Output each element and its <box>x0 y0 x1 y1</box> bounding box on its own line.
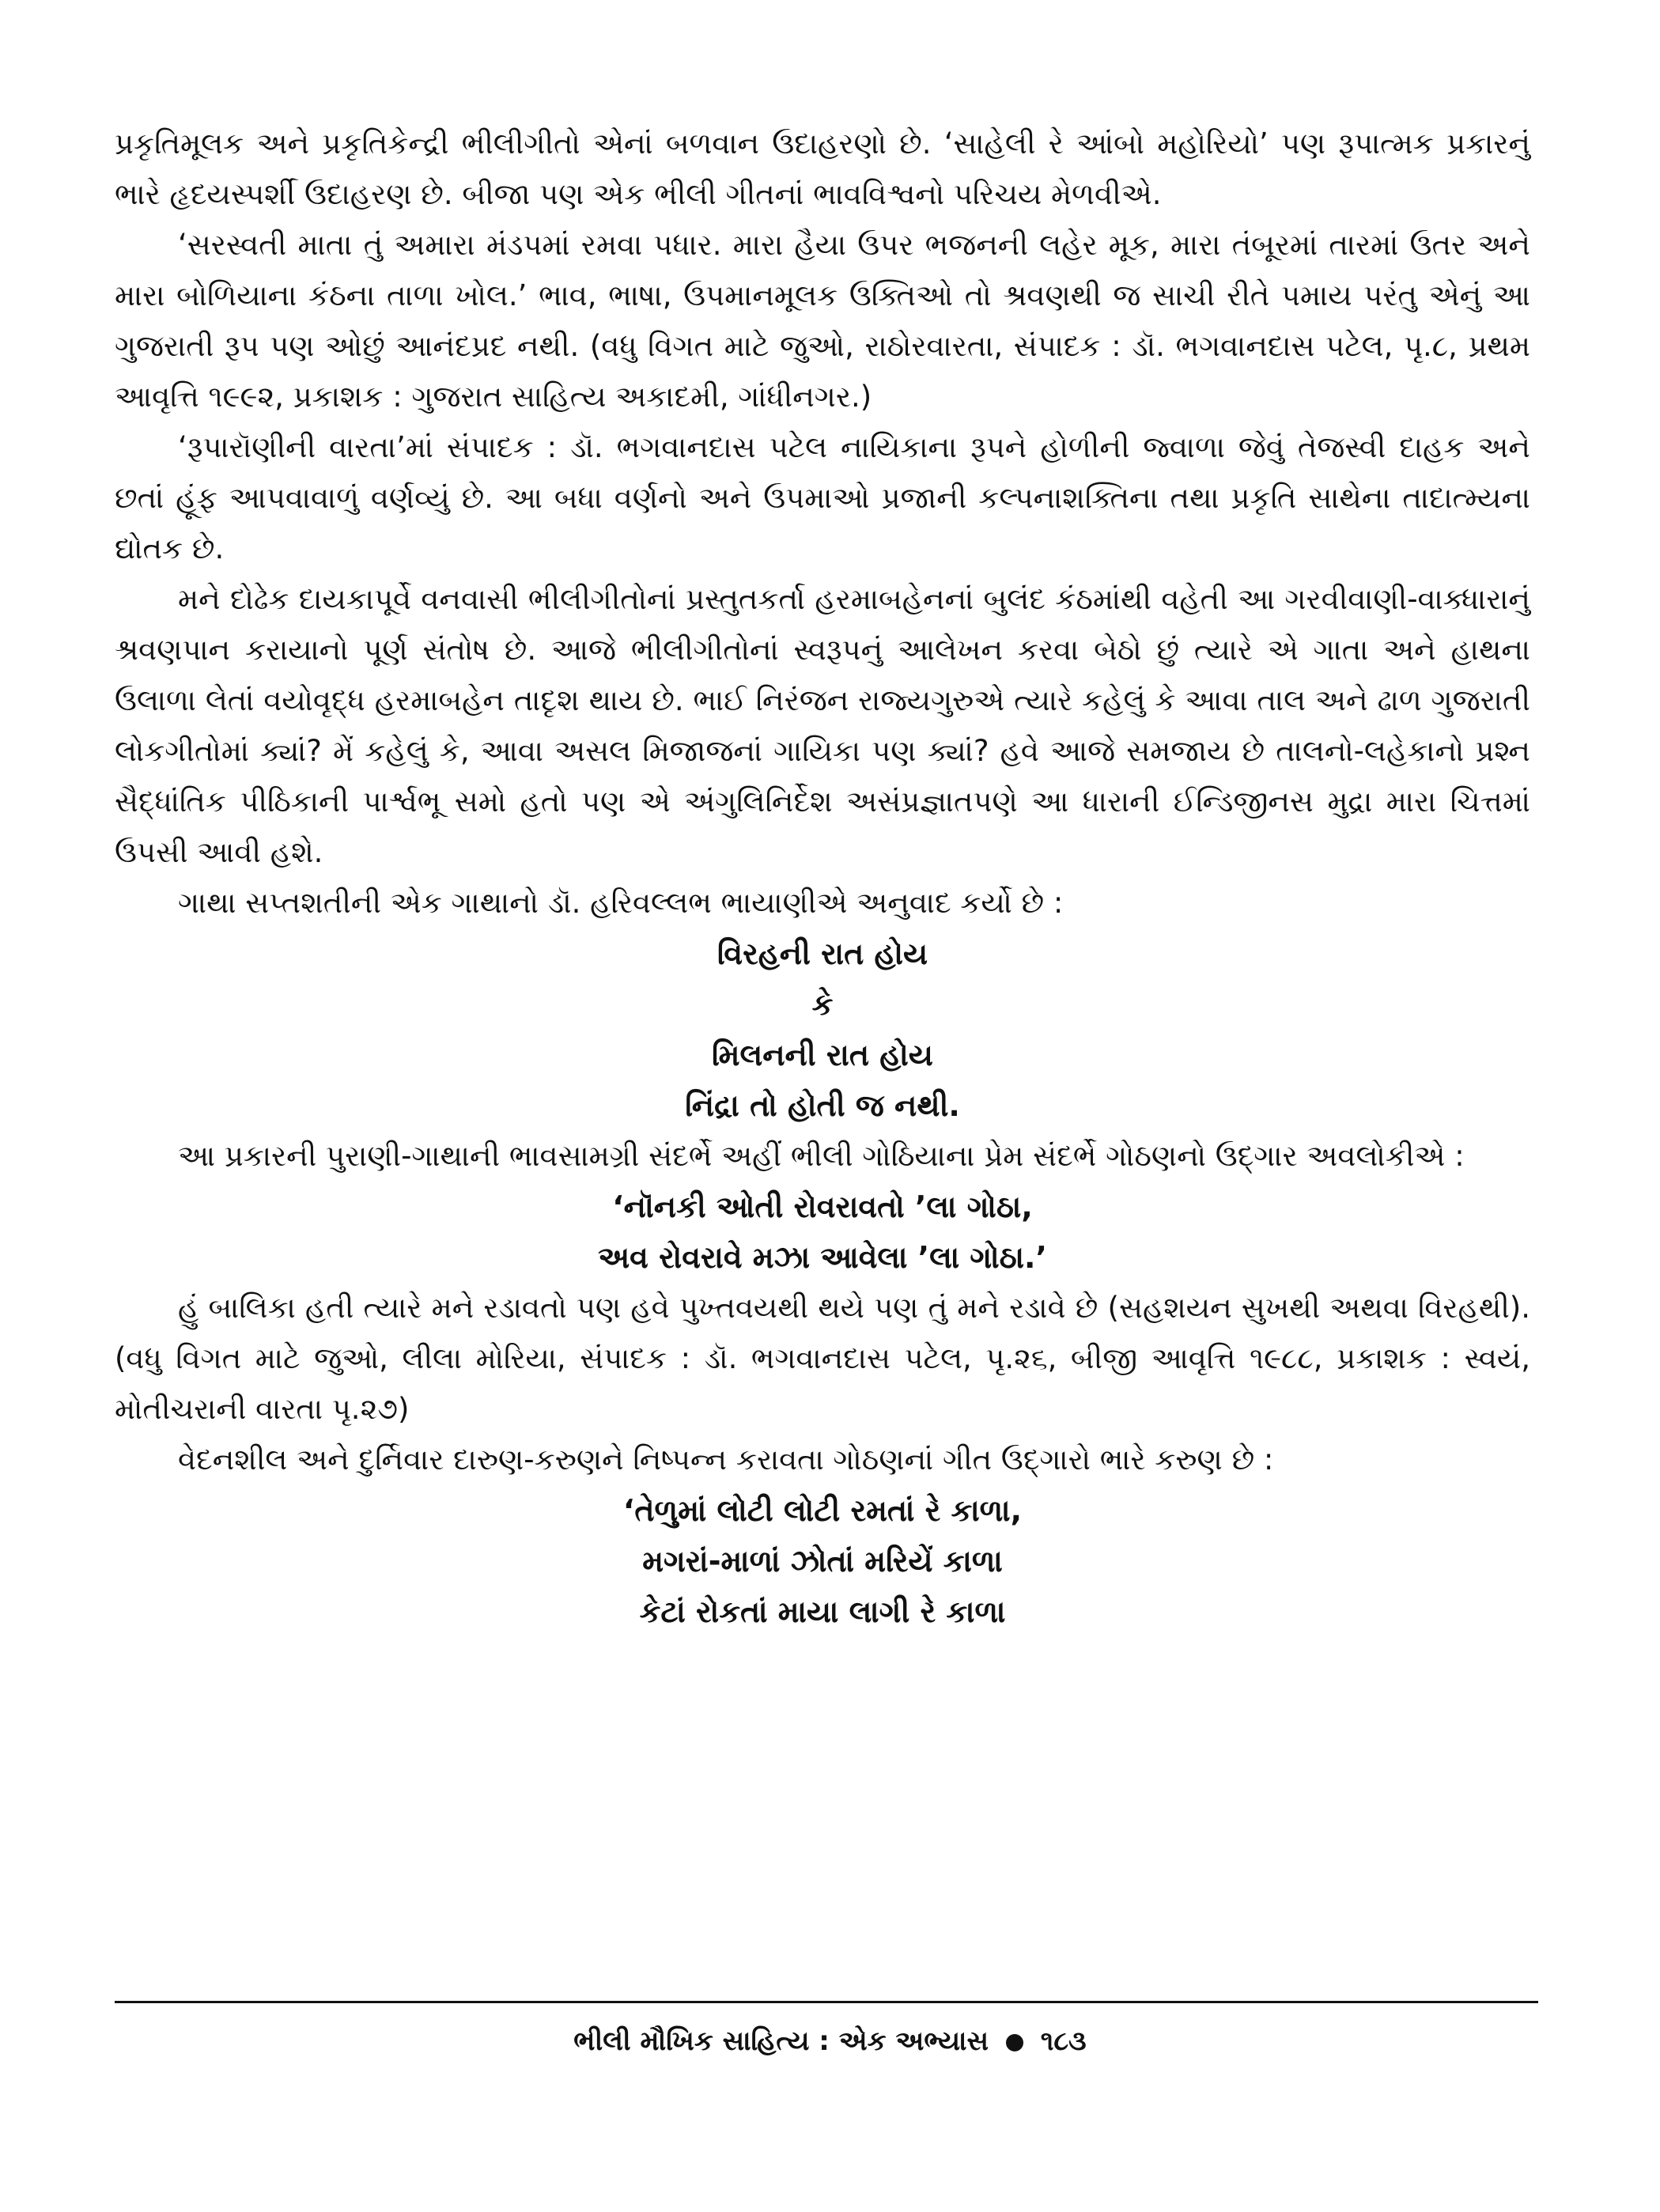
verse-line: નિંદ્રા તો હોતી જ નથી. <box>685 1088 960 1123</box>
paragraph-7: હું બાલિકા હતી ત્યારે મને રડાવતો પણ હવે પુખ્તવયથી થયે પણ તું મને રડાવે છે (સહશયન સુખથી અથવા વિરહથી). (વધુ વિગત માટે જુઓ, લીલા મોરિયા, સંપાદક : ડૉ. ભગવાનદાસ પટેલ, પૃ.૨૬, બીજી આવૃત્તિ ૧૯૮૮, પ્રકાશક : સ્વયં, મોતીચરાની વારતા પૃ.૨૭) <box>115 1291 1530 1426</box>
page-footer <box>0 2021 1660 2061</box>
paragraph-1: પ્રકૃતિમૂલક અને પ્રકૃતિકેન્દ્રી ભીલીગીતો એનાં બળવાન ઉદાહરણો છે. ‘સાહેલી રે આંબો મહોરિયો’ પણ રૂપાત્મક પ્રકારનું ભારે હૃદયસ્પર્શી ઉદાહરણ છે. બીજા પણ એક ભીલી ગીતનાં ભાવવિશ્વનો પરિચય મેળવીએ. <box>115 127 1530 211</box>
verse-line: કે <box>811 987 834 1022</box>
page-number: ૧૮૩ <box>1040 2025 1087 2057</box>
verse-line: વિરહની રાત હોય <box>717 936 928 971</box>
footer-rule <box>115 2001 1538 2003</box>
verse-line: ‘તેળુમાં લોટી લોટી રમતાં રે કાળા, <box>622 1493 1023 1528</box>
verse-line: મિલનની રાત હોય <box>712 1038 933 1072</box>
verse-line: અવ રોવરાવે મઝા આવેલા ’લા ગોઠા.’ <box>598 1240 1047 1275</box>
bullet-icon <box>1006 2034 1023 2051</box>
page-body <box>115 119 1530 1637</box>
verse-line: ‘નૉનકી ઓતી રોવરાવતો ’લા ગોઠા, <box>612 1189 1033 1224</box>
verse-line: મગરાં-માળાં ઝોતાં મરિયેં કાળા <box>642 1544 1003 1579</box>
paragraph-8: વેદનશીલ અને દુર્નિવાર દારુણ-કરુણને નિષ્પન્ન કરાવતા ગોઠણનાં ગીત ઉદ્‌ગારો ભારે કરુણ છે : <box>178 1443 1274 1477</box>
verse-block-1 <box>115 928 1530 1131</box>
paragraph-6: આ પ્રકારની પુરાણી-ગાથાની ભાવસામગ્રી સંદર્ભે અહીં ભીલી ગોઠિયાના પ્રેમ સંદર્ભે ગોઠણનો ઉદ્‌ગાર અવલોકીએ : <box>178 1139 1465 1173</box>
paragraph-4: મને દોઢેક દાયકાપૂર્વે વનવાસી ભીલીગીતોનાં પ્રસ્તુતકર્તા હરમાબહેનનાં બુલંદ કંઠમાંથી વહેતી આ ગરવીવાણી-વાક્ધારાનું શ્રવણપાન કરાયાનો પૂર્ણ સંતોષ છે. આજે ભીલીગીતોનાં સ્વરૂપનું આલેખન કરવા બેઠો છું ત્યારે એ ગાતા અને હાથના ઉલાળા લેતાં વયોવૃદ્ધ હરમાબહેન તાદૃશ થાય છે. ભાઈ નિરંજન રાજ્યગુરુએ ત્યારે કહેલું કે આવા તાલ અને ઢાળ ગુજરાતી લોકગીતોમાં ક્યાં? મેં કહેલું કે, આવા અસલ મિજાજનાં ગાયિકા પણ ક્યાં? હવે આજે સમજાય છે તાલનો-લહેકાનો પ્રશ્ન સૈદ્ધાંતિક પીઠિકાની પાર્શ્વભૂ સમો હતો પણ એ અંગુલિનિર્દેશ અસંપ્રજ્ઞાતપણે આ ધારાની ઈન્ડિજીનસ મુદ્રા મારા ચિત્તમાં ઉપસી આવી હશે. <box>115 582 1530 869</box>
paragraph-2: ‘સરસ્વતી માતા તું અમારા મંડપમાં રમવા પધાર. મારા હૈયા ઉપર ભજનની લહેર મૂક, મારા તંબૂરમાં તારમાં ઉતર અને મારા બોળિયાના કંઠના તાળા ખોલ.’ ભાવ, ભાષા, ઉપમાનમૂલક ઉક્તિઓ તો શ્રવણથી જ સાચી રીતે પમાય પરંતુ એનું આ ગુજરાતી રૂપ પણ ઓછું આનંદપ્રદ નથી. (વધુ વિગત માટે જુઓ, રાઠોરવારતા, સંપાદક : ડૉ. ભગવાનદાસ પટેલ, પૃ.૮, પ્રથમ આવૃત્તિ ૧૯૯૨, પ્રકાશક : ગુજરાત સાહિત્ય અકાદમી, ગાંધીનગર.) <box>115 228 1530 414</box>
verse-block-2 <box>115 1182 1530 1283</box>
paragraph-5: ગાથા સપ્તશતીની એક ગાથાનો ડૉ. હરિવલ્લભ ભાયાણીએ અનુવાદ કર્યો છે : <box>178 886 1064 920</box>
paragraph-3: ‘રૂપારૉણીની વારતા’માં સંપાદક : ડૉ. ભગવાનદાસ પટેલ નાયિકાના રૂપને હોળીની જ્વાળા જેવું તેજસ્વી દાહક અને છતાં હૂંફ આપવાવાળું વર્ણવ્યું છે. આ બધા વર્ણનો અને ઉપમાઓ પ્રજાની કલ્પનાશક્તિના તથા પ્રકૃતિ સાથેના તાદાત્મ્યના દ્યોતક છે. <box>115 430 1530 565</box>
verse-block-3 <box>115 1485 1530 1637</box>
verse-line: કેટાં રોકતાં માયા લાગી રે કાળા <box>639 1594 1006 1629</box>
footer-title: ભીલી મૌખિક સાહિત્ય : એક અભ્યાસ <box>573 2025 989 2057</box>
